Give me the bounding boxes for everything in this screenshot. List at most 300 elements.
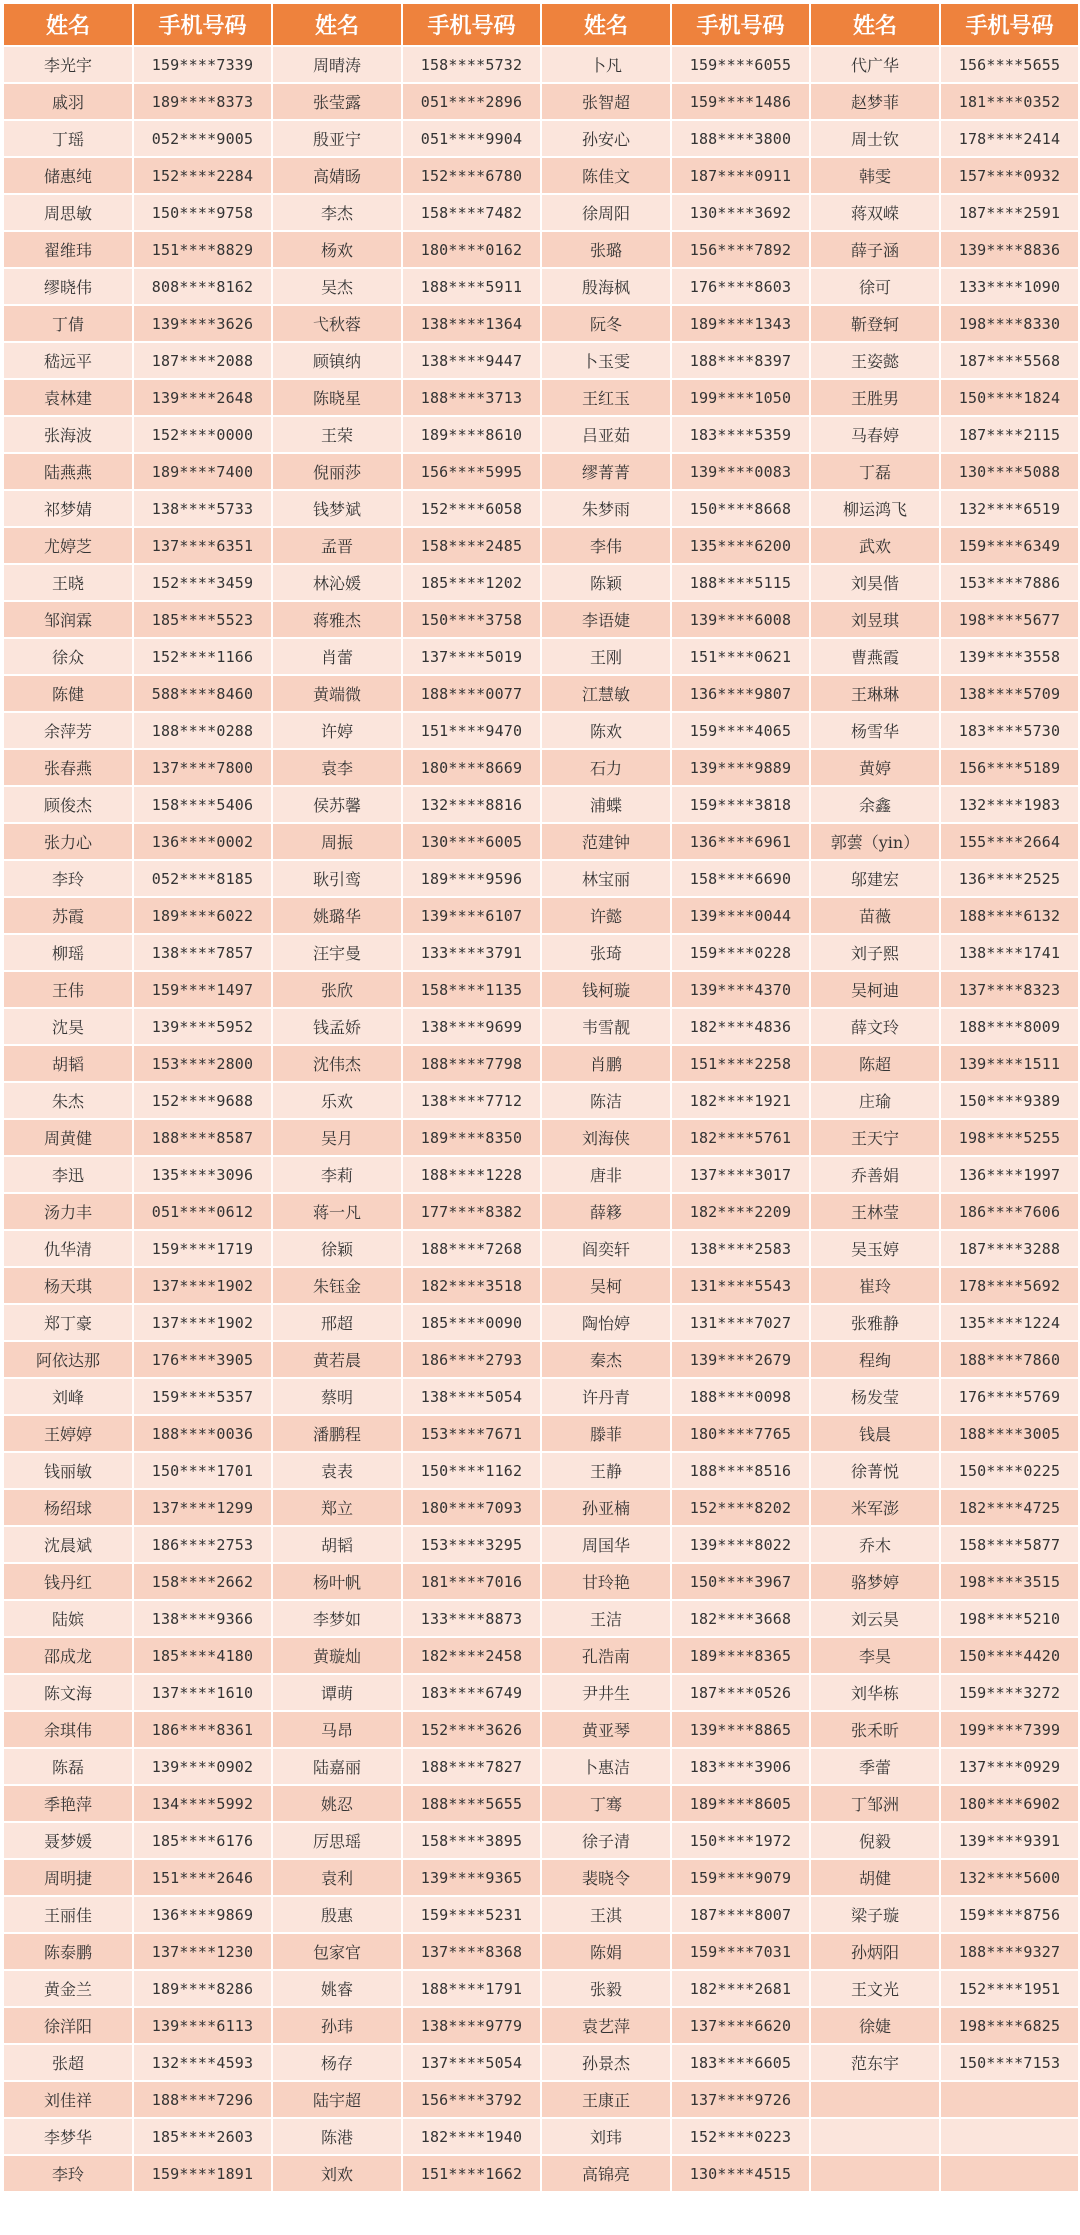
- phone-cell: 159****5231: [402, 1896, 541, 1933]
- table-row: [3, 453, 1079, 490]
- phone-cell: 187****3288: [940, 1230, 1079, 1267]
- phone-cell: 138****5709: [940, 675, 1079, 712]
- name-cell: 杨雪华: [810, 712, 940, 749]
- name-cell: 骆梦婷: [810, 1563, 940, 1600]
- table-row: [3, 1859, 1079, 1896]
- phone-cell: 188****1228: [402, 1156, 541, 1193]
- phone-cell: 189****8610: [402, 416, 541, 453]
- phone-cell: 137****8323: [940, 971, 1079, 1008]
- name-cell: 乔木: [810, 1526, 940, 1563]
- name-cell: 徐婕: [810, 2007, 940, 2044]
- phone-cell: 153****7886: [940, 564, 1079, 601]
- phone-cell: 051****2896: [402, 83, 541, 120]
- name-cell: 薛文玲: [810, 1008, 940, 1045]
- phone-cell: 150****1824: [940, 379, 1079, 416]
- name-cell: 陆宇超: [272, 2081, 402, 2118]
- phone-cell: 138****1741: [940, 934, 1079, 971]
- name-cell: 卜惠洁: [541, 1748, 671, 1785]
- phone-cell: 159****7031: [671, 1933, 810, 1970]
- name-cell: 周黄健: [3, 1119, 133, 1156]
- phone-cell: 137****1230: [133, 1933, 272, 1970]
- phone-cell: 182****4725: [940, 1489, 1079, 1526]
- phone-cell: 138****2583: [671, 1230, 810, 1267]
- table-row: [3, 1119, 1079, 1156]
- name-cell: 王天宁: [810, 1119, 940, 1156]
- name-cell: 高锦亮: [541, 2155, 671, 2192]
- name-cell: 吴柯迪: [810, 971, 940, 1008]
- phone-cell: 185****2603: [133, 2118, 272, 2155]
- name-cell: 张超: [3, 2044, 133, 2081]
- name-cell: 石力: [541, 749, 671, 786]
- name-cell: 耿引鸾: [272, 860, 402, 897]
- name-cell: 杨欢: [272, 231, 402, 268]
- name-cell: 蒋一凡: [272, 1193, 402, 1230]
- name-cell: 王荣: [272, 416, 402, 453]
- phone-cell: 139****6113: [133, 2007, 272, 2044]
- phone-cell: 138****7857: [133, 934, 272, 971]
- name-cell: 陆嫔: [3, 1600, 133, 1637]
- table-row: [3, 194, 1079, 231]
- header-phone: 手机号码: [133, 3, 272, 46]
- name-cell: 孙玮: [272, 2007, 402, 2044]
- name-cell: 姚忍: [272, 1785, 402, 1822]
- phone-cell: 188****7296: [133, 2081, 272, 2118]
- phone-cell: 133****8873: [402, 1600, 541, 1637]
- name-cell: 王姿懿: [810, 342, 940, 379]
- name-cell: 季蕾: [810, 1748, 940, 1785]
- table-row: [3, 1489, 1079, 1526]
- phone-cell: 137****6620: [671, 2007, 810, 2044]
- table-row: [3, 83, 1079, 120]
- phone-cell: 138****7712: [402, 1082, 541, 1119]
- phone-cell: 137****9726: [671, 2081, 810, 2118]
- name-cell: 韦雪靓: [541, 1008, 671, 1045]
- phone-cell: 187****5568: [940, 342, 1079, 379]
- phone-cell: 188****0036: [133, 1415, 272, 1452]
- phone-cell: 158****7482: [402, 194, 541, 231]
- name-cell: 祁梦婧: [3, 490, 133, 527]
- table-row: [3, 1822, 1079, 1859]
- phone-cell: 180****7093: [402, 1489, 541, 1526]
- name-cell: 米军澎: [810, 1489, 940, 1526]
- table-row: [3, 1378, 1079, 1415]
- name-cell: 丁瑶: [3, 120, 133, 157]
- phone-cell: 156****7892: [671, 231, 810, 268]
- phone-cell: 189****8605: [671, 1785, 810, 1822]
- name-cell: 黄婷: [810, 749, 940, 786]
- phone-cell: 183****3906: [671, 1748, 810, 1785]
- phone-cell: 152****1166: [133, 638, 272, 675]
- phone-cell: 137****5054: [402, 2044, 541, 2081]
- name-cell: 乐欢: [272, 1082, 402, 1119]
- name-cell: 侯苏馨: [272, 786, 402, 823]
- name-cell: 郭蕓（yin）: [810, 823, 940, 860]
- name-cell: 吴柯: [541, 1267, 671, 1304]
- phone-cell: 137****3017: [671, 1156, 810, 1193]
- phone-cell: 180****7765: [671, 1415, 810, 1452]
- name-cell: 秦杰: [541, 1341, 671, 1378]
- name-cell: [810, 2118, 940, 2155]
- table-row: [3, 1896, 1079, 1933]
- phone-cell: 188****3005: [940, 1415, 1079, 1452]
- phone-cell: 199****7399: [940, 1711, 1079, 1748]
- phone-cell: 158****2662: [133, 1563, 272, 1600]
- name-cell: 丁骞: [541, 1785, 671, 1822]
- name-cell: 薛簃: [541, 1193, 671, 1230]
- table-header-row: [3, 3, 1079, 46]
- name-cell: 尹井生: [541, 1674, 671, 1711]
- phone-cell: 150****1162: [402, 1452, 541, 1489]
- name-cell: 王婷婷: [3, 1415, 133, 1452]
- table-row: [3, 1600, 1079, 1637]
- phone-cell: 151****1662: [402, 2155, 541, 2192]
- phone-cell: 137****0929: [940, 1748, 1079, 1785]
- name-cell: 韩雯: [810, 157, 940, 194]
- header-name: 姓名: [3, 3, 133, 46]
- phone-cell: 130****5088: [940, 453, 1079, 490]
- name-cell: 顾镇纳: [272, 342, 402, 379]
- phone-cell: 158****5732: [402, 46, 541, 83]
- table-row: [3, 342, 1079, 379]
- name-cell: 缪菁菁: [541, 453, 671, 490]
- name-cell: 袁表: [272, 1452, 402, 1489]
- phone-cell: 187****2591: [940, 194, 1079, 231]
- name-cell: 郑立: [272, 1489, 402, 1526]
- name-cell: 柳瑶: [3, 934, 133, 971]
- phone-cell: 182****2458: [402, 1637, 541, 1674]
- phone-cell: 159****1719: [133, 1230, 272, 1267]
- name-cell: 沈伟杰: [272, 1045, 402, 1082]
- name-cell: 袁林建: [3, 379, 133, 416]
- phone-cell: 132****1983: [940, 786, 1079, 823]
- table-row: [3, 2007, 1079, 2044]
- phone-cell: 159****3272: [940, 1674, 1079, 1711]
- phone-cell: 139****0083: [671, 453, 810, 490]
- name-cell: 陈晓星: [272, 379, 402, 416]
- phone-cell: 158****2485: [402, 527, 541, 564]
- phone-cell: 150****9389: [940, 1082, 1079, 1119]
- table-row: [3, 1008, 1079, 1045]
- name-cell: 厉思瑶: [272, 1822, 402, 1859]
- name-cell: 邹润霖: [3, 601, 133, 638]
- phone-cell: 132****8816: [402, 786, 541, 823]
- name-cell: 胡韬: [272, 1526, 402, 1563]
- phone-cell: [940, 2118, 1079, 2155]
- name-cell: 林沁媛: [272, 564, 402, 601]
- phone-cell: 181****7016: [402, 1563, 541, 1600]
- name-cell: 张琦: [541, 934, 671, 971]
- phone-cell: 132****6519: [940, 490, 1079, 527]
- phone-cell: 137****8368: [402, 1933, 541, 1970]
- phone-cell: 189****8286: [133, 1970, 272, 2007]
- name-cell: 李昊: [810, 1637, 940, 1674]
- name-cell: 余鑫: [810, 786, 940, 823]
- name-cell: 聂梦媛: [3, 1822, 133, 1859]
- phone-cell: 134****5992: [133, 1785, 272, 1822]
- phone-cell: 156****3792: [402, 2081, 541, 2118]
- name-cell: 孟晋: [272, 527, 402, 564]
- phone-cell: 139****9365: [402, 1859, 541, 1896]
- name-cell: 张璐: [541, 231, 671, 268]
- name-cell: 蒋双嵘: [810, 194, 940, 231]
- name-cell: 刘峰: [3, 1378, 133, 1415]
- name-cell: 卜玉雯: [541, 342, 671, 379]
- phone-cell: 188****0288: [133, 712, 272, 749]
- phone-cell: 137****1902: [133, 1267, 272, 1304]
- table-row: [3, 1082, 1079, 1119]
- phone-cell: 158****3895: [402, 1822, 541, 1859]
- phone-cell: 136****6961: [671, 823, 810, 860]
- name-cell: 陈磊: [3, 1748, 133, 1785]
- name-cell: 张春燕: [3, 749, 133, 786]
- phone-cell: 159****0228: [671, 934, 810, 971]
- phone-cell: 189****8350: [402, 1119, 541, 1156]
- name-cell: 徐子清: [541, 1822, 671, 1859]
- phone-cell: 133****3791: [402, 934, 541, 971]
- table-row: [3, 1415, 1079, 1452]
- name-cell: 曹燕霞: [810, 638, 940, 675]
- name-cell: 刘海侠: [541, 1119, 671, 1156]
- table-row: [3, 1156, 1079, 1193]
- name-cell: 林宝丽: [541, 860, 671, 897]
- phone-cell: 152****3459: [133, 564, 272, 601]
- name-cell: 陈佳文: [541, 157, 671, 194]
- phone-cell: 180****8669: [402, 749, 541, 786]
- name-cell: 黄若晨: [272, 1341, 402, 1378]
- name-cell: [810, 2155, 940, 2192]
- name-cell: 王丽佳: [3, 1896, 133, 1933]
- phone-cell: 153****7671: [402, 1415, 541, 1452]
- name-cell: 许婷: [272, 712, 402, 749]
- phone-cell: 188****5115: [671, 564, 810, 601]
- name-cell: 赵梦菲: [810, 83, 940, 120]
- name-cell: 吴玉婷: [810, 1230, 940, 1267]
- phone-cell: 137****1902: [133, 1304, 272, 1341]
- name-cell: 李梦华: [3, 2118, 133, 2155]
- phone-cell: 189****1343: [671, 305, 810, 342]
- header-phone: 手机号码: [671, 3, 810, 46]
- name-cell: 储惠纯: [3, 157, 133, 194]
- phone-cell: 188****5655: [402, 1785, 541, 1822]
- name-cell: 徐颖: [272, 1230, 402, 1267]
- table-row: [3, 1933, 1079, 1970]
- name-cell: 朱杰: [3, 1082, 133, 1119]
- table-row: [3, 638, 1079, 675]
- phone-cell: 137****7800: [133, 749, 272, 786]
- name-cell: 代广华: [810, 46, 940, 83]
- name-cell: 李光宇: [3, 46, 133, 83]
- phone-cell: 189****6022: [133, 897, 272, 934]
- phone-cell: 183****6749: [402, 1674, 541, 1711]
- phone-cell: 189****7400: [133, 453, 272, 490]
- phone-cell: 139****6008: [671, 601, 810, 638]
- name-cell: 倪丽莎: [272, 453, 402, 490]
- name-cell: 王静: [541, 1452, 671, 1489]
- name-cell: 裴晓令: [541, 1859, 671, 1896]
- phone-cell: 150****1972: [671, 1822, 810, 1859]
- table-row: [3, 305, 1079, 342]
- name-cell: 陆嘉丽: [272, 1748, 402, 1785]
- name-cell: 阿依达那: [3, 1341, 133, 1378]
- phone-cell: 186****8361: [133, 1711, 272, 1748]
- name-cell: 范东宇: [810, 2044, 940, 2081]
- name-cell: 黄亚琴: [541, 1711, 671, 1748]
- phone-cell: 132****5600: [940, 1859, 1079, 1896]
- phone-cell: 186****7606: [940, 1193, 1079, 1230]
- table-row: [3, 268, 1079, 305]
- name-cell: 滕菲: [541, 1415, 671, 1452]
- table-row: [3, 2044, 1079, 2081]
- name-cell: 王琳琳: [810, 675, 940, 712]
- name-cell: 陈颖: [541, 564, 671, 601]
- phone-cell: 137****1299: [133, 1489, 272, 1526]
- name-cell: 沈晨斌: [3, 1526, 133, 1563]
- name-cell: 黄金兰: [3, 1970, 133, 2007]
- table-row: [3, 1452, 1079, 1489]
- table-row: [3, 1748, 1079, 1785]
- name-cell: 余琪伟: [3, 1711, 133, 1748]
- table-row: [3, 120, 1079, 157]
- name-cell: 李玲: [3, 2155, 133, 2192]
- name-cell: 汪宇曼: [272, 934, 402, 971]
- table-row: [3, 971, 1079, 1008]
- phone-cell: 153****2800: [133, 1045, 272, 1082]
- table-row: [3, 1785, 1079, 1822]
- phone-cell: 156****5995: [402, 453, 541, 490]
- phone-cell: 137****6351: [133, 527, 272, 564]
- phone-cell: 188****8009: [940, 1008, 1079, 1045]
- phone-cell: 198****6825: [940, 2007, 1079, 2044]
- phone-cell: 139****3558: [940, 638, 1079, 675]
- name-cell: 包家官: [272, 1933, 402, 1970]
- header-phone: 手机号码: [940, 3, 1079, 46]
- phone-cell: 133****1090: [940, 268, 1079, 305]
- phone-cell: 150****3758: [402, 601, 541, 638]
- name-cell: 吴杰: [272, 268, 402, 305]
- phone-cell: 135****1224: [940, 1304, 1079, 1341]
- phone-cell: 130****3692: [671, 194, 810, 231]
- phone-cell: 198****5255: [940, 1119, 1079, 1156]
- phone-cell: 182****1940: [402, 2118, 541, 2155]
- name-cell: 倪毅: [810, 1822, 940, 1859]
- phone-cell: 051****0612: [133, 1193, 272, 1230]
- name-cell: 钱孟娇: [272, 1008, 402, 1045]
- table-body: [3, 46, 1079, 2192]
- phone-cell: 178****5692: [940, 1267, 1079, 1304]
- name-cell: 弋秋蓉: [272, 305, 402, 342]
- name-cell: 刘佳祥: [3, 2081, 133, 2118]
- phone-cell: 138****5054: [402, 1378, 541, 1415]
- phone-cell: 139****6107: [402, 897, 541, 934]
- phone-cell: 139****9391: [940, 1822, 1079, 1859]
- phone-cell: 199****1050: [671, 379, 810, 416]
- name-cell: 薛子涵: [810, 231, 940, 268]
- table-row: [3, 1267, 1079, 1304]
- table-row: [3, 2081, 1079, 2118]
- phone-cell: 150****3967: [671, 1563, 810, 1600]
- phone-cell: 198****5677: [940, 601, 1079, 638]
- phone-cell: 139****8022: [671, 1526, 810, 1563]
- name-cell: 张毅: [541, 1970, 671, 2007]
- phone-cell: 151****0621: [671, 638, 810, 675]
- name-cell: 徐菁悦: [810, 1452, 940, 1489]
- name-cell: 邢超: [272, 1304, 402, 1341]
- phone-cell: 177****8382: [402, 1193, 541, 1230]
- phone-cell: 159****1891: [133, 2155, 272, 2192]
- phone-cell: 139****8836: [940, 231, 1079, 268]
- phone-cell: 182****3668: [671, 1600, 810, 1637]
- name-cell: 陈娟: [541, 1933, 671, 1970]
- phone-cell: 158****6690: [671, 860, 810, 897]
- phone-cell: 188****1791: [402, 1970, 541, 2007]
- name-cell: 蔡明: [272, 1378, 402, 1415]
- phone-cell: 139****5952: [133, 1008, 272, 1045]
- name-cell: 甘玲艳: [541, 1563, 671, 1600]
- table-row: [3, 1674, 1079, 1711]
- phone-cell: 182****1921: [671, 1082, 810, 1119]
- phone-cell: 188****0098: [671, 1378, 810, 1415]
- name-cell: 李伟: [541, 527, 671, 564]
- phone-cell: 188****8397: [671, 342, 810, 379]
- name-cell: 张海波: [3, 416, 133, 453]
- table-row: [3, 749, 1079, 786]
- table-row: [3, 1045, 1079, 1082]
- phone-cell: 158****5877: [940, 1526, 1079, 1563]
- phone-cell: 152****3626: [402, 1711, 541, 1748]
- name-cell: 李杰: [272, 194, 402, 231]
- name-cell: 张雅静: [810, 1304, 940, 1341]
- phone-cell: 137****5019: [402, 638, 541, 675]
- name-cell: 马昂: [272, 1711, 402, 1748]
- name-cell: 周思敏: [3, 194, 133, 231]
- phone-cell: 151****9470: [402, 712, 541, 749]
- phone-cell: 188****3800: [671, 120, 810, 157]
- phone-cell: 159****1497: [133, 971, 272, 1008]
- phone-cell: 151****8829: [133, 231, 272, 268]
- phone-cell: 151****2646: [133, 1859, 272, 1896]
- phone-cell: 198****3515: [940, 1563, 1079, 1600]
- name-cell: 朱钰金: [272, 1267, 402, 1304]
- phone-cell: 188****7860: [940, 1341, 1079, 1378]
- phone-cell: 180****0162: [402, 231, 541, 268]
- name-cell: 许懿: [541, 897, 671, 934]
- phone-cell: 187****0526: [671, 1674, 810, 1711]
- phone-cell: 136****1997: [940, 1156, 1079, 1193]
- name-cell: 汤力丰: [3, 1193, 133, 1230]
- name-cell: 顾俊杰: [3, 786, 133, 823]
- name-cell: 杨发莹: [810, 1378, 940, 1415]
- name-cell: 李语婕: [541, 601, 671, 638]
- name-cell: 王洁: [541, 1600, 671, 1637]
- contact-table: [2, 2, 1080, 2193]
- name-cell: 刘云昊: [810, 1600, 940, 1637]
- table-row: [3, 860, 1079, 897]
- table-row: [3, 712, 1079, 749]
- name-cell: 殷惠: [272, 1896, 402, 1933]
- phone-cell: 188****3713: [402, 379, 541, 416]
- name-cell: 张力心: [3, 823, 133, 860]
- name-cell: 王红玉: [541, 379, 671, 416]
- phone-cell: 139****0902: [133, 1748, 272, 1785]
- phone-cell: 159****3818: [671, 786, 810, 823]
- name-cell: 蒋雅杰: [272, 601, 402, 638]
- name-cell: 陈文海: [3, 1674, 133, 1711]
- phone-cell: 131****5543: [671, 1267, 810, 1304]
- name-cell: 孙安心: [541, 120, 671, 157]
- name-cell: 苏霞: [3, 897, 133, 934]
- name-cell: 孔浩南: [541, 1637, 671, 1674]
- phone-cell: 131****7027: [671, 1304, 810, 1341]
